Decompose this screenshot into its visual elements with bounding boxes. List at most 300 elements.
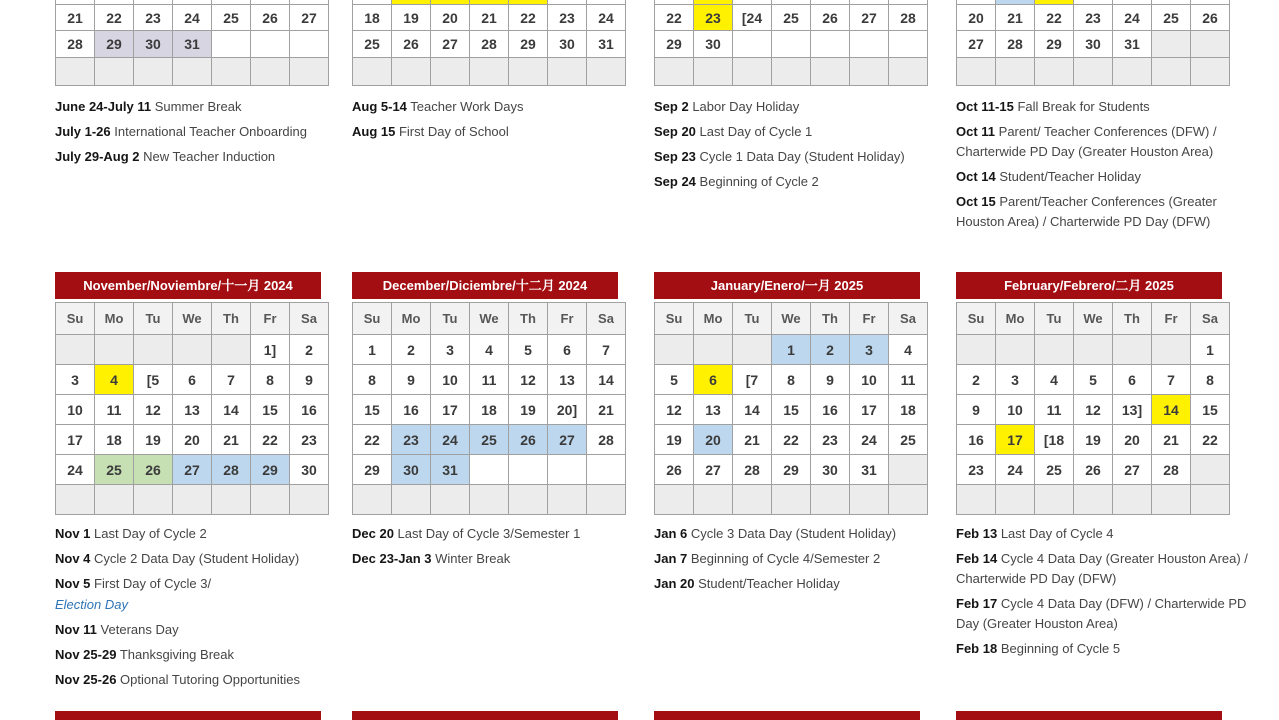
note-text: Cycle 3 Data Day (Student Holiday) — [690, 526, 897, 541]
day-cell: [18 — [1035, 425, 1074, 455]
month-notes — [654, 97, 960, 192]
day-cell: 21 — [996, 5, 1035, 31]
day-cell: 22 — [251, 425, 290, 455]
day-cell — [1191, 58, 1230, 86]
weekday-header: Mo — [996, 303, 1035, 335]
note-date: Oct 14 — [956, 169, 996, 184]
day-cell — [134, 58, 173, 86]
day-cell: 20] — [548, 395, 587, 425]
note-date: Aug 15 — [352, 124, 396, 139]
week-row — [957, 335, 1230, 365]
weekday-header: Su — [353, 303, 392, 335]
week-row — [655, 5, 928, 31]
day-cell — [694, 485, 733, 515]
day-cell — [1152, 58, 1191, 86]
day-cell — [1074, 335, 1113, 365]
day-cell: 22 — [772, 425, 811, 455]
day-cell: 29 — [1035, 31, 1074, 58]
day-cell: 27 — [1113, 455, 1152, 485]
day-cell: 26 — [134, 455, 173, 485]
note — [352, 122, 658, 142]
day-cell — [134, 335, 173, 365]
day-cell: 14 — [1152, 395, 1191, 425]
note-text: Election Day — [55, 597, 128, 612]
note-date: Feb 13 — [956, 526, 998, 541]
day-cell — [1113, 335, 1152, 365]
day-cell: 22 — [1035, 5, 1074, 31]
day-cell: 12 — [509, 365, 548, 395]
weekday-header: We — [1074, 303, 1113, 335]
note-text: Last Day of Cycle 1 — [699, 124, 813, 139]
day-cell — [509, 58, 548, 86]
note-date: Feb 14 — [956, 551, 998, 566]
day-cell: 30 — [1074, 31, 1113, 58]
day-cell: 24 — [173, 5, 212, 31]
day-cell: 28 — [733, 455, 772, 485]
day-cell — [587, 485, 626, 515]
weekday-header: Tu — [733, 303, 772, 335]
week-row — [957, 5, 1230, 31]
next-month-header-partial — [55, 711, 321, 720]
day-cell — [1074, 485, 1113, 515]
day-cell: 24 — [587, 5, 626, 31]
day-cell: [7 — [733, 365, 772, 395]
calendar-august-2024 — [352, 0, 662, 147]
day-cell: 25 — [1152, 5, 1191, 31]
month-grid — [55, 0, 329, 86]
note — [352, 524, 658, 544]
day-cell: 18 — [95, 425, 134, 455]
week-row — [655, 365, 928, 395]
day-cell: 1 — [1191, 335, 1230, 365]
day-cell: 25 — [353, 31, 392, 58]
weekday-header: Tu — [431, 303, 470, 335]
month-notes — [55, 524, 361, 690]
week-row — [957, 58, 1230, 86]
note-text: Last Day of Cycle 4 — [1000, 526, 1114, 541]
day-cell: 11 — [470, 365, 509, 395]
month-title: November/Noviembre/十一月 2024 — [55, 272, 321, 299]
day-cell: 16 — [957, 425, 996, 455]
day-cell: 12 — [134, 395, 173, 425]
weekday-header: Th — [1113, 303, 1152, 335]
note-text: Cycle 4 Data Day (Greater Houston Area) / Charterwide PD Day (DFW) — [956, 551, 1248, 586]
day-cell — [733, 335, 772, 365]
day-cell — [587, 455, 626, 485]
week-row — [655, 425, 928, 455]
day-cell: 23 — [134, 5, 173, 31]
day-cell — [772, 485, 811, 515]
day-cell: 2 — [290, 335, 329, 365]
day-cell — [290, 485, 329, 515]
day-cell: 19 — [392, 5, 431, 31]
day-cell: 27 — [548, 425, 587, 455]
month-grid — [956, 0, 1230, 86]
day-cell — [353, 58, 392, 86]
note — [55, 524, 361, 544]
day-cell: 25 — [772, 5, 811, 31]
week-row — [353, 425, 626, 455]
month-grid — [352, 302, 626, 515]
next-month-header-partial — [654, 711, 920, 720]
day-cell: [5 — [134, 365, 173, 395]
day-cell: 8 — [772, 365, 811, 395]
note — [654, 574, 960, 594]
note-text: Beginning of Cycle 5 — [1000, 641, 1121, 656]
day-cell — [957, 58, 996, 86]
month-grid — [654, 302, 928, 515]
day-cell — [1191, 485, 1230, 515]
note — [956, 639, 1262, 659]
note — [55, 670, 361, 690]
note-date: July 1-26 — [55, 124, 111, 139]
day-cell: 15 — [353, 395, 392, 425]
day-cell: 31 — [850, 455, 889, 485]
note-text: Last Day of Cycle 3/Semester 1 — [397, 526, 581, 541]
day-cell — [733, 485, 772, 515]
note — [956, 122, 1262, 162]
day-cell — [251, 31, 290, 58]
day-cell — [251, 58, 290, 86]
day-cell — [251, 485, 290, 515]
day-cell: 9 — [811, 365, 850, 395]
calendar-january-2025 — [654, 272, 964, 599]
calendar-february-2025 — [956, 272, 1266, 664]
day-cell: 9 — [957, 395, 996, 425]
week-row — [353, 365, 626, 395]
day-cell: 30 — [392, 455, 431, 485]
day-cell — [1074, 58, 1113, 86]
day-cell — [95, 485, 134, 515]
day-cell: 20 — [694, 425, 733, 455]
day-cell: 1 — [353, 335, 392, 365]
day-cell: 16 — [392, 395, 431, 425]
note — [654, 147, 960, 167]
weekday-header: Fr — [1152, 303, 1191, 335]
week-row — [957, 31, 1230, 58]
month-grid — [352, 0, 626, 86]
day-cell — [850, 58, 889, 86]
day-cell: 19 — [134, 425, 173, 455]
calendar-october-2024 — [956, 0, 1266, 237]
day-cell — [1035, 58, 1074, 86]
day-cell — [889, 455, 928, 485]
day-cell: 29 — [655, 31, 694, 58]
day-cell — [212, 335, 251, 365]
week-row — [957, 485, 1230, 515]
day-cell: 3 — [996, 365, 1035, 395]
day-cell: 29 — [509, 31, 548, 58]
note-text: Student/Teacher Holiday — [999, 169, 1142, 184]
day-cell: 23 — [957, 455, 996, 485]
month-grid — [55, 302, 329, 515]
day-cell: 15 — [251, 395, 290, 425]
day-cell: 26 — [392, 31, 431, 58]
weekday-header: We — [173, 303, 212, 335]
day-cell: 26 — [1191, 5, 1230, 31]
day-cell — [1191, 455, 1230, 485]
day-cell: 21 — [470, 5, 509, 31]
day-cell: 18 — [470, 395, 509, 425]
note-date: Jan 7 — [654, 551, 688, 566]
day-cell: 1] — [251, 335, 290, 365]
weekday-header: Su — [655, 303, 694, 335]
note — [654, 97, 960, 117]
day-cell — [1152, 485, 1191, 515]
weekday-header: Sa — [1191, 303, 1230, 335]
weekday-header: Mo — [694, 303, 733, 335]
note — [55, 549, 361, 569]
day-cell: 19 — [1074, 425, 1113, 455]
day-cell: 31 — [1113, 31, 1152, 58]
note — [654, 549, 960, 569]
day-cell: 10 — [850, 365, 889, 395]
day-cell: 27 — [290, 5, 329, 31]
calendar-september-2024 — [654, 0, 964, 197]
day-cell — [392, 58, 431, 86]
note-date: July 29-Aug 2 — [55, 149, 140, 164]
weekday-header: Tu — [134, 303, 173, 335]
note-text: Parent/ Teacher Conferences (DFW) / Charterwide PD Day (Greater Houston Area) — [956, 124, 1217, 159]
day-cell: 28 — [56, 31, 95, 58]
note-text: First Day of Cycle 3/ — [94, 576, 212, 591]
day-cell: 24 — [850, 425, 889, 455]
note-date: Oct 11-15 — [956, 99, 1014, 114]
day-cell: 17 — [996, 425, 1035, 455]
note-text: First Day of School — [398, 124, 509, 139]
day-cell: 29 — [251, 455, 290, 485]
weekday-header: Sa — [889, 303, 928, 335]
day-cell: 28 — [889, 5, 928, 31]
week-row — [56, 425, 329, 455]
calendar-july-2024 — [55, 0, 365, 172]
note — [956, 594, 1262, 634]
week-row — [56, 455, 329, 485]
day-cell: 20 — [431, 5, 470, 31]
day-cell — [1035, 485, 1074, 515]
week-row — [56, 58, 329, 86]
day-cell: 21 — [587, 395, 626, 425]
week-row — [353, 485, 626, 515]
day-cell — [290, 31, 329, 58]
day-cell: 17 — [431, 395, 470, 425]
week-row — [655, 58, 928, 86]
weekday-header: Mo — [392, 303, 431, 335]
day-cell: 26 — [655, 455, 694, 485]
weekday-header: Tu — [1035, 303, 1074, 335]
day-cell — [694, 335, 733, 365]
day-cell — [431, 485, 470, 515]
election-day-link[interactable] — [55, 595, 361, 615]
day-cell: 11 — [1035, 395, 1074, 425]
day-cell — [290, 58, 329, 86]
week-row — [957, 365, 1230, 395]
note — [55, 147, 361, 167]
day-cell — [353, 485, 392, 515]
day-cell — [56, 335, 95, 365]
day-cell: 31 — [431, 455, 470, 485]
week-row — [957, 455, 1230, 485]
day-cell — [1152, 335, 1191, 365]
note-date: Nov 11 — [55, 622, 97, 637]
day-cell — [850, 485, 889, 515]
note-text: Thanksgiving Break — [119, 647, 234, 662]
day-cell — [694, 58, 733, 86]
note — [956, 192, 1262, 232]
month-notes — [55, 97, 361, 167]
weekday-header-row — [655, 303, 928, 335]
day-cell: 9 — [392, 365, 431, 395]
note-text: Parent/Teacher Conferences (Greater Houston Area) / Charterwide PD Day (DFW) — [956, 194, 1217, 229]
day-cell — [889, 58, 928, 86]
day-cell — [212, 485, 251, 515]
day-cell: 20 — [957, 5, 996, 31]
note — [956, 524, 1262, 544]
day-cell: 21 — [1152, 425, 1191, 455]
next-month-header-partial — [956, 711, 1222, 720]
week-row — [655, 31, 928, 58]
day-cell: 21 — [733, 425, 772, 455]
day-cell: 25 — [212, 5, 251, 31]
day-cell: 4 — [470, 335, 509, 365]
note-date: Aug 5-14 — [352, 99, 407, 114]
day-cell — [95, 58, 134, 86]
day-cell — [655, 485, 694, 515]
note-text: Veterans Day — [100, 622, 179, 637]
day-cell — [1113, 58, 1152, 86]
day-cell — [772, 31, 811, 58]
calendar-november-2024 — [55, 272, 365, 695]
note-date: Nov 4 — [55, 551, 91, 566]
note — [55, 574, 361, 594]
week-row — [353, 395, 626, 425]
day-cell: 24 — [996, 455, 1035, 485]
day-cell: 28 — [587, 425, 626, 455]
day-cell — [655, 335, 694, 365]
note-date: Sep 2 — [654, 99, 689, 114]
day-cell: 25 — [889, 425, 928, 455]
day-cell: 5 — [509, 335, 548, 365]
note-date: June 24-July 11 — [55, 99, 152, 114]
day-cell: 30 — [694, 31, 733, 58]
week-row — [353, 31, 626, 58]
day-cell: 23 — [694, 5, 733, 31]
note-date: Sep 24 — [654, 174, 696, 189]
day-cell — [996, 58, 1035, 86]
day-cell — [56, 485, 95, 515]
day-cell: 5 — [1074, 365, 1113, 395]
calendar-december-2024 — [352, 272, 662, 574]
day-cell: 4 — [1035, 365, 1074, 395]
day-cell: 22 — [353, 425, 392, 455]
note-date: Oct 15 — [956, 194, 996, 209]
day-cell: 18 — [889, 395, 928, 425]
day-cell: 23 — [392, 425, 431, 455]
day-cell: 30 — [811, 455, 850, 485]
week-row — [353, 335, 626, 365]
note-date: Jan 20 — [654, 576, 695, 591]
week-row — [655, 455, 928, 485]
note — [654, 524, 960, 544]
note — [956, 549, 1262, 589]
weekday-header-row — [353, 303, 626, 335]
day-cell: 26 — [509, 425, 548, 455]
note-text: Beginning of Cycle 4/Semester 2 — [690, 551, 881, 566]
day-cell — [957, 485, 996, 515]
day-cell: 4 — [889, 335, 928, 365]
month-notes — [654, 524, 960, 594]
note-text: Optional Tutoring Opportunities — [120, 672, 300, 687]
day-cell: 6 — [694, 365, 733, 395]
note-date: Nov 25-29 — [55, 647, 117, 662]
day-cell — [548, 455, 587, 485]
note-date: Dec 20 — [352, 526, 394, 541]
day-cell: 22 — [509, 5, 548, 31]
day-cell: 3 — [850, 335, 889, 365]
day-cell: 24 — [431, 425, 470, 455]
day-cell — [889, 485, 928, 515]
day-cell — [957, 335, 996, 365]
note-text: New Teacher Induction — [143, 149, 276, 164]
day-cell: 17 — [56, 425, 95, 455]
day-cell: 21 — [56, 5, 95, 31]
week-row — [56, 31, 329, 58]
weekday-header: Th — [212, 303, 251, 335]
day-cell — [811, 58, 850, 86]
note-text: Student/Teacher Holiday — [698, 576, 840, 591]
day-cell: 23 — [811, 425, 850, 455]
month-title: December/Diciembre/十二月 2024 — [352, 272, 618, 299]
day-cell: 30 — [290, 455, 329, 485]
day-cell — [548, 58, 587, 86]
note-date: Oct 11 — [956, 124, 996, 139]
day-cell — [587, 58, 626, 86]
day-cell: 18 — [353, 5, 392, 31]
day-cell: 10 — [431, 365, 470, 395]
day-cell: [24 — [733, 5, 772, 31]
day-cell — [470, 485, 509, 515]
day-cell: 11 — [95, 395, 134, 425]
day-cell: 24 — [1113, 5, 1152, 31]
day-cell: 2 — [811, 335, 850, 365]
day-cell — [548, 485, 587, 515]
day-cell — [811, 31, 850, 58]
day-cell — [173, 335, 212, 365]
weekday-header: Th — [509, 303, 548, 335]
weekday-header: Fr — [548, 303, 587, 335]
note-text: Cycle 2 Data Day (Student Holiday) — [94, 551, 300, 566]
note-text: Beginning of Cycle 2 — [699, 174, 819, 189]
day-cell: 4 — [95, 365, 134, 395]
weekday-header: Su — [56, 303, 95, 335]
day-cell — [173, 485, 212, 515]
day-cell: 26 — [811, 5, 850, 31]
day-cell — [212, 31, 251, 58]
week-row — [56, 395, 329, 425]
weekday-header: Fr — [251, 303, 290, 335]
day-cell: 9 — [290, 365, 329, 395]
day-cell: 6 — [1113, 365, 1152, 395]
note — [654, 122, 960, 142]
weekday-header: Mo — [95, 303, 134, 335]
week-row — [353, 58, 626, 86]
day-cell: 19 — [509, 395, 548, 425]
day-cell: 7 — [587, 335, 626, 365]
note-date: Nov 1 — [55, 526, 91, 541]
month-grid — [956, 302, 1230, 515]
month-notes — [956, 524, 1262, 659]
day-cell: 13 — [694, 395, 733, 425]
